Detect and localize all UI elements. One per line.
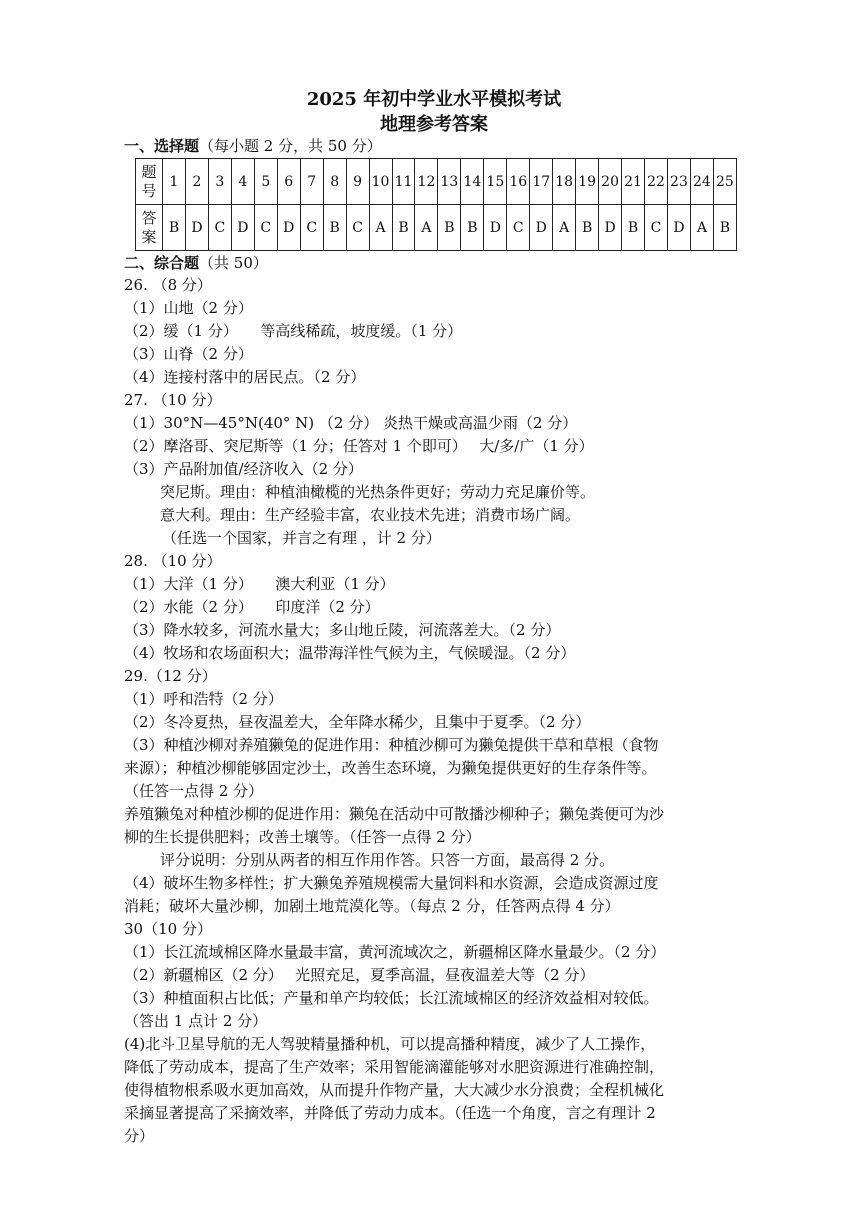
answer-cell: B	[461, 205, 484, 251]
answer-label: 答案	[136, 205, 163, 251]
question-number-cell: 18	[553, 159, 576, 205]
answer-line: 28. （10 分）	[124, 552, 222, 570]
question-number-cell: 2	[185, 159, 208, 205]
answer-cell: B	[323, 205, 346, 251]
answer-cell: D	[599, 205, 622, 251]
question-number-cell: 22	[645, 159, 668, 205]
answer-cell: D	[530, 205, 553, 251]
section-choice-note: （每小题 2 分，共 50 分）	[199, 137, 382, 155]
section-comprehensive-title: 二、综合题	[124, 254, 200, 272]
answer-line: 柳的生长提供肥料；改善土壤等。（任答一点得 2 分）	[124, 828, 481, 846]
exam-subtitle: 地理参考答案	[380, 114, 488, 135]
answer-cell: A	[553, 205, 576, 251]
answer-cell: B	[576, 205, 599, 251]
answer-row	[136, 205, 737, 251]
section-choice-heading	[124, 136, 382, 157]
answer-line: （3）产品附加值/经济收入（2 分）	[124, 460, 363, 478]
answer-cell: A	[690, 205, 713, 251]
answer-line: 29.（12 分）	[124, 667, 217, 685]
answer-line: 使得植物根系吸水更加高效，从而提升作物产量，大大减少水分浪费；全程机械化	[124, 1081, 665, 1099]
answer-cell: B	[622, 205, 645, 251]
answer-line: （3）降水较多，河流水量大；多山地丘陵，河流落差大。（2 分）	[124, 621, 561, 639]
answer-line: 分）	[124, 1127, 155, 1145]
question-number-cell: 16	[507, 159, 530, 205]
answer-line: （2）水能（2 分） 印度洋（2 分）	[124, 598, 380, 616]
answer-cell: B	[163, 205, 186, 251]
answer-line: （4）牧场和农场面积大；温带海洋性气候为主，气候暖湿。（2 分）	[124, 644, 576, 662]
question-number-cell: 1	[163, 159, 186, 205]
answer-cell: D	[277, 205, 300, 251]
answer-line: （1）大洋（1 分） 澳大利亚（1 分）	[124, 575, 395, 593]
answer-line: 采摘显著提高了采摘效率，并降低了劳动力成本。（任选一个角度，言之有理计 2	[124, 1104, 656, 1122]
answer-cell: D	[667, 205, 690, 251]
answer-line: 消耗；破坏大量沙柳，加剧土地荒漠化等。（每点 2 分，任答两点得 4 分）	[124, 897, 620, 915]
answer-line: （3）种植面积占比低；产量和单产均较低；长江流域棉区的经济效益相对较低。	[124, 989, 659, 1007]
answer-line: （3）山脊（2 分）	[124, 345, 253, 363]
answer-line: 突尼斯。理由：种植油橄榄的光热条件更好；劳动力充足廉价等。	[160, 483, 596, 501]
answer-line: （1）呼和浩特（2 分）	[124, 690, 283, 708]
answer-line: （1）长江流域棉区降水量最丰富，黄河流域次之，新疆棉区降水量最少。（2 分）	[124, 943, 666, 961]
answer-line: 27. （10 分）	[124, 391, 222, 409]
question-number-cell: 25	[713, 159, 736, 205]
answer-line: （2）冬冷夏热，昼夜温差大，全年降水稀少，且集中于夏季。（2 分）	[124, 713, 591, 731]
answer-cell: C	[645, 205, 668, 251]
answer-cell: A	[369, 205, 392, 251]
answer-cell: C	[346, 205, 369, 251]
question-number-cell: 21	[622, 159, 645, 205]
answer-line: （2）摩洛哥、突尼斯等（1 分；任答对 1 个即可） 大/多/广（1 分）	[124, 437, 594, 455]
answer-line: （2）新疆棉区（2 分） 光照充足，夏季高温，昼夜温差大等（2 分）	[124, 966, 595, 984]
answer-line: （任选一个国家，并言之有理 ，计 2 分）	[162, 529, 441, 547]
question-number-cell: 7	[300, 159, 323, 205]
answer-table	[135, 158, 737, 251]
question-number-row	[136, 159, 737, 205]
question-number-cell: 4	[231, 159, 254, 205]
question-number-cell: 20	[599, 159, 622, 205]
answer-line: （1）山地（2 分）	[124, 299, 253, 317]
answer-line: （4）连接村落中的居民点。（2 分）	[124, 368, 366, 386]
section-comprehensive-heading	[124, 253, 268, 274]
answer-line: (4)北斗卫星导航的无人驾驶精量播种机，可以提高播种精度，减少了人工操作，	[124, 1035, 656, 1053]
question-number-cell: 23	[667, 159, 690, 205]
question-number-cell: 12	[415, 159, 438, 205]
question-number-cell: 9	[346, 159, 369, 205]
answer-cell: B	[713, 205, 736, 251]
answer-line: （4）破坏生物多样性；扩大獭兔养殖规模需大量饲料和水资源，会造成资源过度	[124, 874, 659, 892]
answer-cell: C	[507, 205, 530, 251]
question-number-cell: 15	[484, 159, 507, 205]
answer-line: 评分说明：分别从两者的相互作用作答。只答一方面，最高得 2 分。	[160, 851, 615, 869]
answer-line: 意大利。理由：生产经验丰富，农业技术先进；消费市场广阔。	[160, 506, 581, 524]
question-number-cell: 10	[369, 159, 392, 205]
answer-line: 来源）；种植沙柳能够固定沙土，改善生态环境，为獭兔提供更好的生存条件等。	[124, 759, 657, 777]
answer-line: 30（10 分）	[124, 920, 212, 938]
question-number-cell: 24	[690, 159, 713, 205]
answer-cell: B	[392, 205, 415, 251]
question-number-cell: 13	[438, 159, 461, 205]
question-number-cell: 3	[208, 159, 231, 205]
question-number-cell: 6	[277, 159, 300, 205]
question-number-cell: 5	[254, 159, 277, 205]
answer-line: 26. （8 分）	[124, 276, 212, 294]
question-number-cell: 14	[461, 159, 484, 205]
section-comprehensive-note: （共 50）	[199, 254, 268, 272]
question-number-label: 题号	[136, 159, 163, 205]
answer-cell: D	[231, 205, 254, 251]
question-number-cell: 8	[323, 159, 346, 205]
section-choice-title: 一、选择题	[124, 137, 200, 155]
answer-line: （2）缓（1 分） 等高线稀疏，坡度缓。（1 分）	[124, 322, 463, 340]
answer-cell: C	[254, 205, 277, 251]
answer-cell: D	[185, 205, 208, 251]
exam-title: 2025 年初中学业水平模拟考试	[306, 89, 562, 110]
answer-line: （任答一点得 2 分）	[124, 782, 264, 800]
answer-line: 降低了劳动成本，提高了生产效率；采用智能滴灌能够对水肥资源进行准确控制，	[124, 1058, 665, 1076]
answer-cell: B	[438, 205, 461, 251]
question-number-cell: 19	[576, 159, 599, 205]
answer-cell: D	[484, 205, 507, 251]
question-number-cell: 17	[530, 159, 553, 205]
question-number-cell: 11	[392, 159, 415, 205]
answer-line: （答出 1 点计 2 分）	[124, 1012, 268, 1030]
answer-line: （1）30°N—45°N(40° N) （2 分） 炎热干燥或高温少雨（2 分）	[124, 414, 578, 432]
answer-cell: C	[300, 205, 323, 251]
answer-cell: A	[415, 205, 438, 251]
answer-line: 养殖獭兔对种植沙柳的促进作用：獭兔在活动中可散播沙柳种子；獭兔粪便可为沙	[124, 805, 665, 823]
answer-cell: C	[208, 205, 231, 251]
answer-line: （3）种植沙柳对养殖獭兔的促进作用：种植沙柳可为獭兔提供干草和草根（食物	[124, 736, 659, 754]
